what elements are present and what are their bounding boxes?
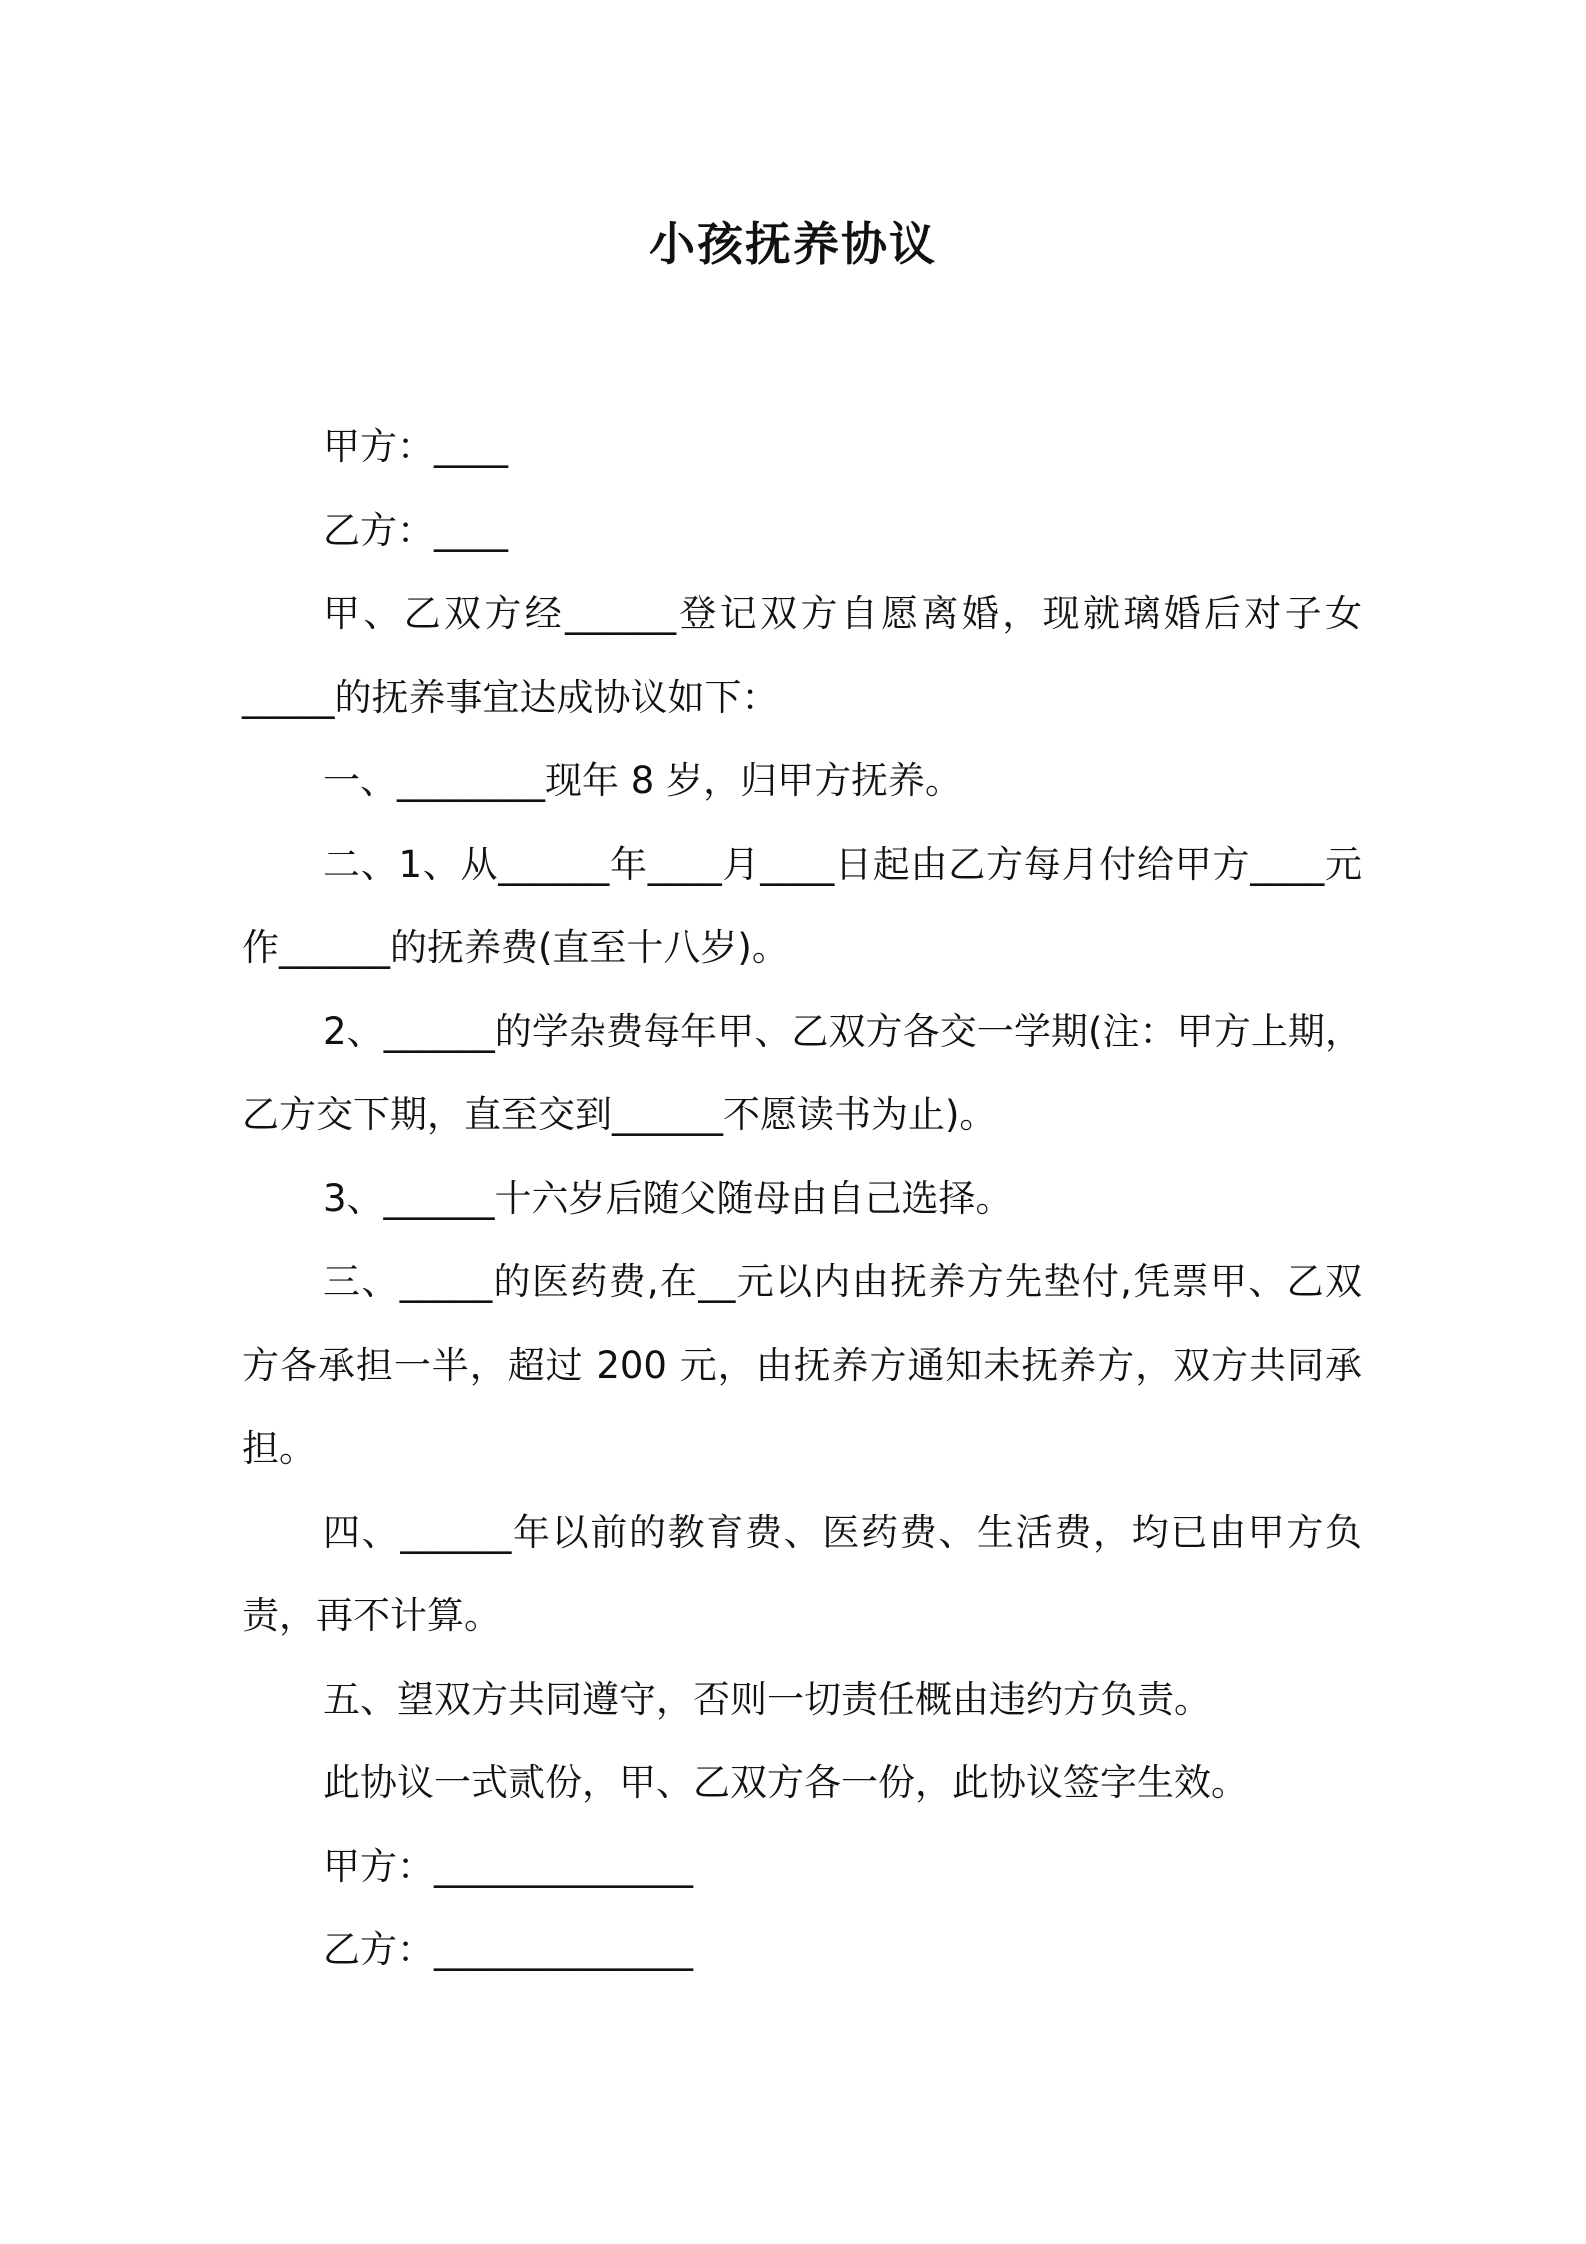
clause-2-item-3: 3、______十六岁后随父随母由自己选择。 bbox=[323, 1176, 1013, 1220]
party-b-line: 乙方：____ bbox=[323, 508, 508, 552]
clause-2-item-1: 二、1、从______年____月____日起由乙方每月付给甲方____元作______的抚养费(直至十八岁)。 bbox=[242, 842, 1362, 969]
effectiveness-statement: 此协议一式贰份，甲、乙双方各一份，此协议签字生效。 bbox=[323, 1761, 1248, 1804]
document-title: 小孩抚养协议 bbox=[649, 217, 937, 271]
document-body bbox=[242, 405, 1362, 1992]
clause-5: 五、望双方共同遵守，否则一切责任概由违约方负责。 bbox=[323, 1677, 1211, 1721]
party-a-line: 甲方：____ bbox=[323, 425, 508, 468]
party-a-signature: 甲方：______________ bbox=[323, 1844, 693, 1888]
clause-3: 三、_____的医药费,在__元以内由抚养方先垫付,凭票甲、乙双方各承担一半，超过 200 元，由抚养方通知未抚养方，双方共同承担。 bbox=[242, 1260, 1362, 1470]
preamble-paragraph: 甲、乙双方经______登记双方自愿离婚，现就璃婚后对子女_____的抚养事宜达成协议如下： bbox=[242, 592, 1362, 719]
clause-1: 一、________现年 8 岁，归甲方抚养。 bbox=[323, 759, 963, 802]
clause-2-item-2: 2、______的学杂费每年甲、乙双方各交一学期(注：甲方上期，乙方交下期，直至交到______不愿读书为止)。 bbox=[242, 1009, 1362, 1136]
clause-4: 四、______年以前的教育费、医药费、生活费，均已由甲方负责，再不计算。 bbox=[242, 1510, 1362, 1637]
party-b-signature: 乙方：______________ bbox=[323, 1928, 693, 1971]
